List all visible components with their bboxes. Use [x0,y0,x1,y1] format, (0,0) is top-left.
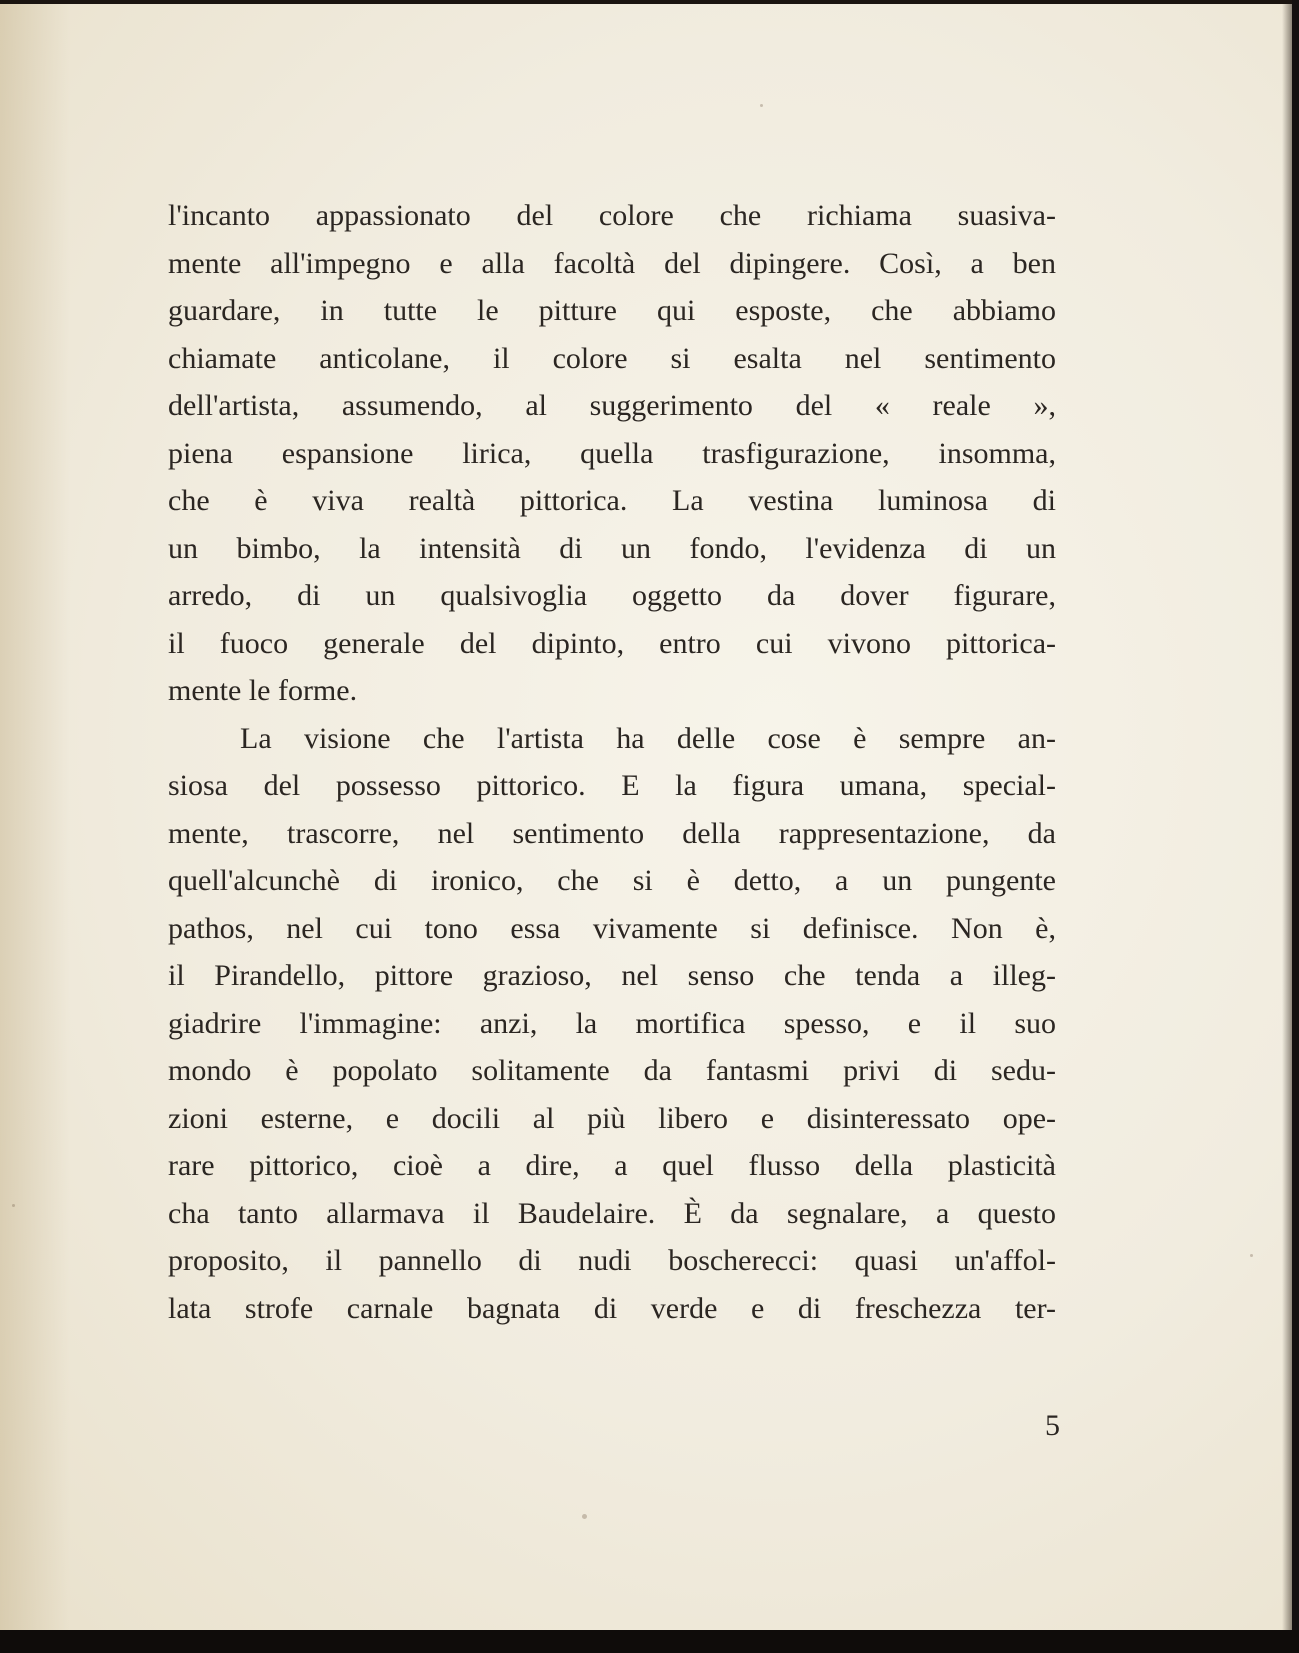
text-line: chiamate anticolane, il colore si esalta nel sentimento [168,341,1056,375]
text-line: La visione che l'artista ha delle cose è sempre an- [240,721,1056,755]
paper-speck [582,1514,587,1519]
paper-speck [760,104,763,107]
book-page [0,4,1292,1630]
page-gutter-shadow [0,4,70,1630]
text-line: l'incanto appassionato del colore che richiama suasiva- [168,199,1056,232]
text-line: un bimbo, la intensità di un fondo, l'evidenza di un [168,531,1056,565]
page-number: 5 [1045,1409,1060,1442]
paper-speck [1250,1254,1253,1257]
text-line: il Pirandello, pittore grazioso, nel senso che tenda a illeg- [168,959,1056,992]
text-line: rare pittorico, cioè a dire, a quel flusso della plasticità [168,1149,1056,1182]
text-line: giadrire l'immagine: anzi, la mortifica spesso, e il suo [168,1006,1056,1040]
text-line: mente, trascorre, nel sentimento della rappresentazione, da [168,816,1056,850]
scan-bottom-edge [0,1630,1299,1653]
text-line: quell'alcunchè di ironico, che si è detto, a un pungente [168,864,1056,897]
text-line: che è viva realtà pittorica. La vestina luminosa di [168,484,1056,517]
text-line: mente le forme. [168,674,358,707]
paper-speck [12,1204,15,1207]
text-line: guardare, in tutte le pitture qui esposte, che abbiamo [168,294,1056,327]
text-line: siosa del possesso pittorico. E la figura umana, special- [168,769,1056,802]
body-text [168,192,1056,1332]
text-line: mondo è popolato solitamente da fantasmi privi di sedu- [168,1054,1056,1087]
text-line: piena espansione lirica, quella trasfigurazione, insomma, [168,436,1056,470]
paragraph-1 [168,192,1056,715]
book-spine-edge [1292,0,1299,1653]
page-edge-shadow [1282,4,1292,1630]
paragraph-2 [168,715,1056,1333]
text-line: proposito, il pannello di nudi boscherecci: quasi un'affol- [168,1244,1056,1277]
text-line: arredo, di un qualsivoglia oggetto da dover figurare, [168,579,1056,612]
text-line: lata strofe carnale bagnata di verde e di freschezza ter- [168,1291,1056,1325]
text-line: pathos, nel cui tono essa vivamente si definisce. Non è, [168,911,1056,945]
text-line: il fuoco generale del dipinto, entro cui vivono pittorica- [168,626,1056,660]
text-line: mente all'impegno e alla facoltà del dipingere. Così, a ben [168,246,1056,280]
text-line: zioni esterne, e docili al più libero e disinteressato ope- [168,1101,1056,1135]
text-line: dell'artista, assumendo, al suggerimento del « reale », [168,389,1056,422]
text-line: cha tanto allarmava il Baudelaire. È da segnalare, a questo [168,1196,1056,1230]
